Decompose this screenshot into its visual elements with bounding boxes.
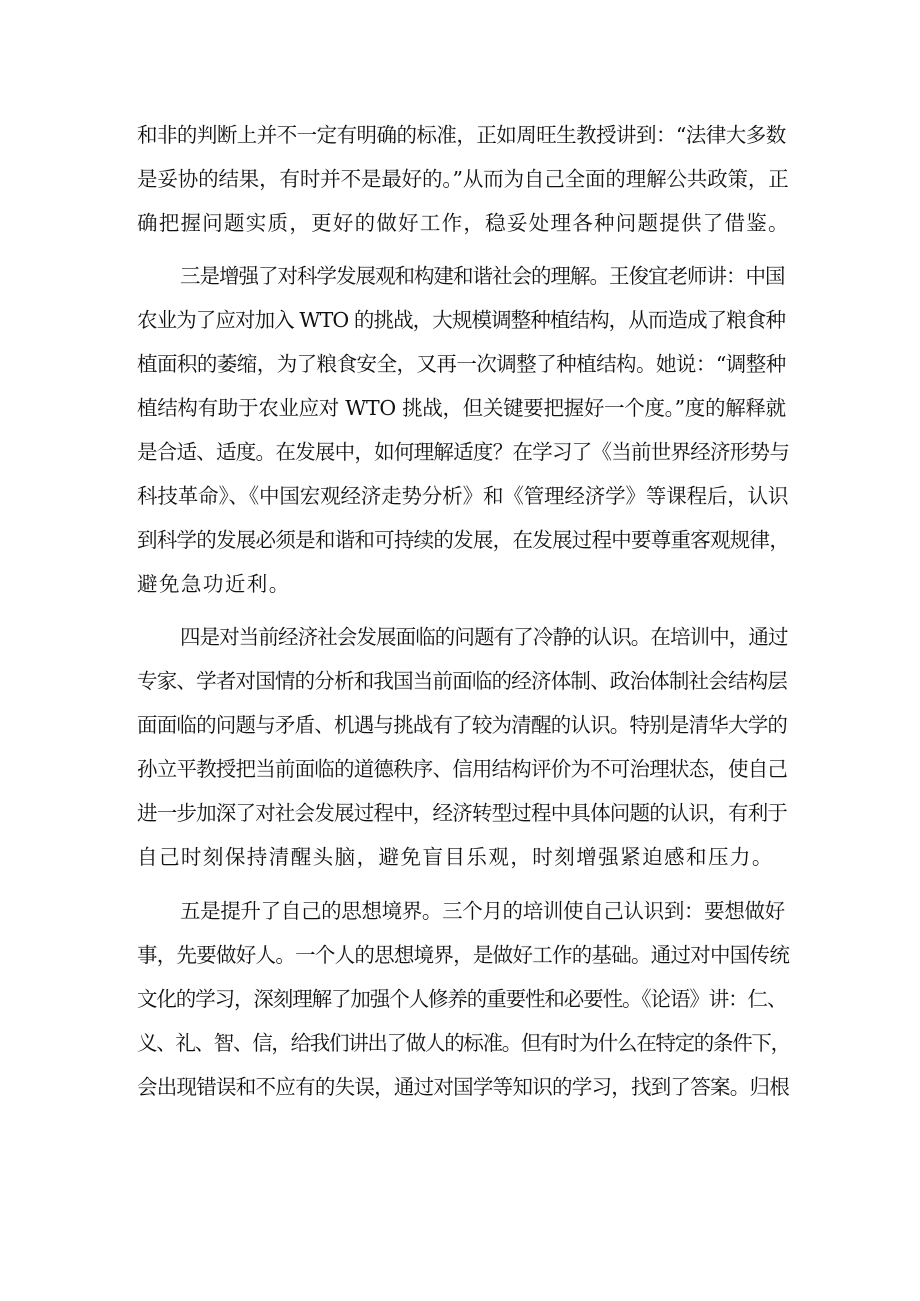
text-line: 避免急功近利。 [137,572,291,596]
text-line: 植面积的萎缩，为了粮食安全，又再一次调整了种植结构。她说：“调整种 [137,352,786,376]
text-line: 会出现错误和不应有的失误，通过对国学等知识的学习，找到了答案。归根 [137,1075,790,1099]
text-line: 专家、学者对国情的分析和我国当前面临的经济体制、政治体制社会结构层 [137,669,788,693]
text-line: 确把握问题实质，更好的做好工作，稳妥处理各种问题提供了借鉴。 [137,211,790,235]
text-line: 科技革命》、《中国宏观经济走势分析》和《管理经济学》等课程后，认识 [137,484,789,508]
text-line: 文化的学习，深刻理解了加强个人修养的重要性和必要性。《论语》讲：仁、 [137,987,787,1011]
text-line: 到科学的发展必须是和谐和可持续的发展，在发展过程中要尊重客观规律， [137,528,790,552]
text-line: 进一步加深了对社会发展过程中，经济转型过程中具体问题的认识，有利于 [137,801,788,825]
text-line: 五是提升了自己的思想境界。三个月的培训使自己认识到：要想做好 [180,899,785,923]
text-line: 事，先要做好人。一个人的思想境界，是做好工作的基础。通过对中国传统 [137,943,790,967]
text-line: 义、礼、智、信，给我们讲出了做人的标准。但有时为什么在特定的条件下， [137,1031,790,1055]
text-line: 是合适、适度。在发展中，如何理解适度？在学习了《当前世界经济形势与 [137,440,790,464]
text-line: 自己时刻保持清醒头脑，避免盲目乐观，时刻增强紧迫感和压力。 [137,845,774,869]
text-line: 三是增强了对科学发展观和构建和谐社会的理解。王俊宜老师讲：中国 [180,264,785,288]
text-line: 孙立平教授把当前面临的道德秩序、信用结构评价为不可治理状态，使自己 [137,757,788,781]
text-line: 植结构有助于农业应对 WTO 挑战，但关键要把握好一个度。”度的解释就 [137,396,786,420]
text-line: 是妥协的结果，有时并不是最好的。”从而为自己全面的理解公共政策，正 [137,167,789,191]
text-line: 四是对当前经济社会发展面临的问题有了冷静的认识。在培训中，通过 [180,625,788,649]
text-line: 面面临的问题与矛盾、机遇与挑战有了较为清醒的认识。特别是清华大学的 [137,713,788,737]
text-line: 农业为了应对加入 WTO 的挑战，大规模调整种植结构，从而造成了粮食种 [137,308,786,332]
text-line: 和非的判断上并不一定有明确的标准，正如周旺生教授讲到：“法律大多数 [137,123,786,147]
